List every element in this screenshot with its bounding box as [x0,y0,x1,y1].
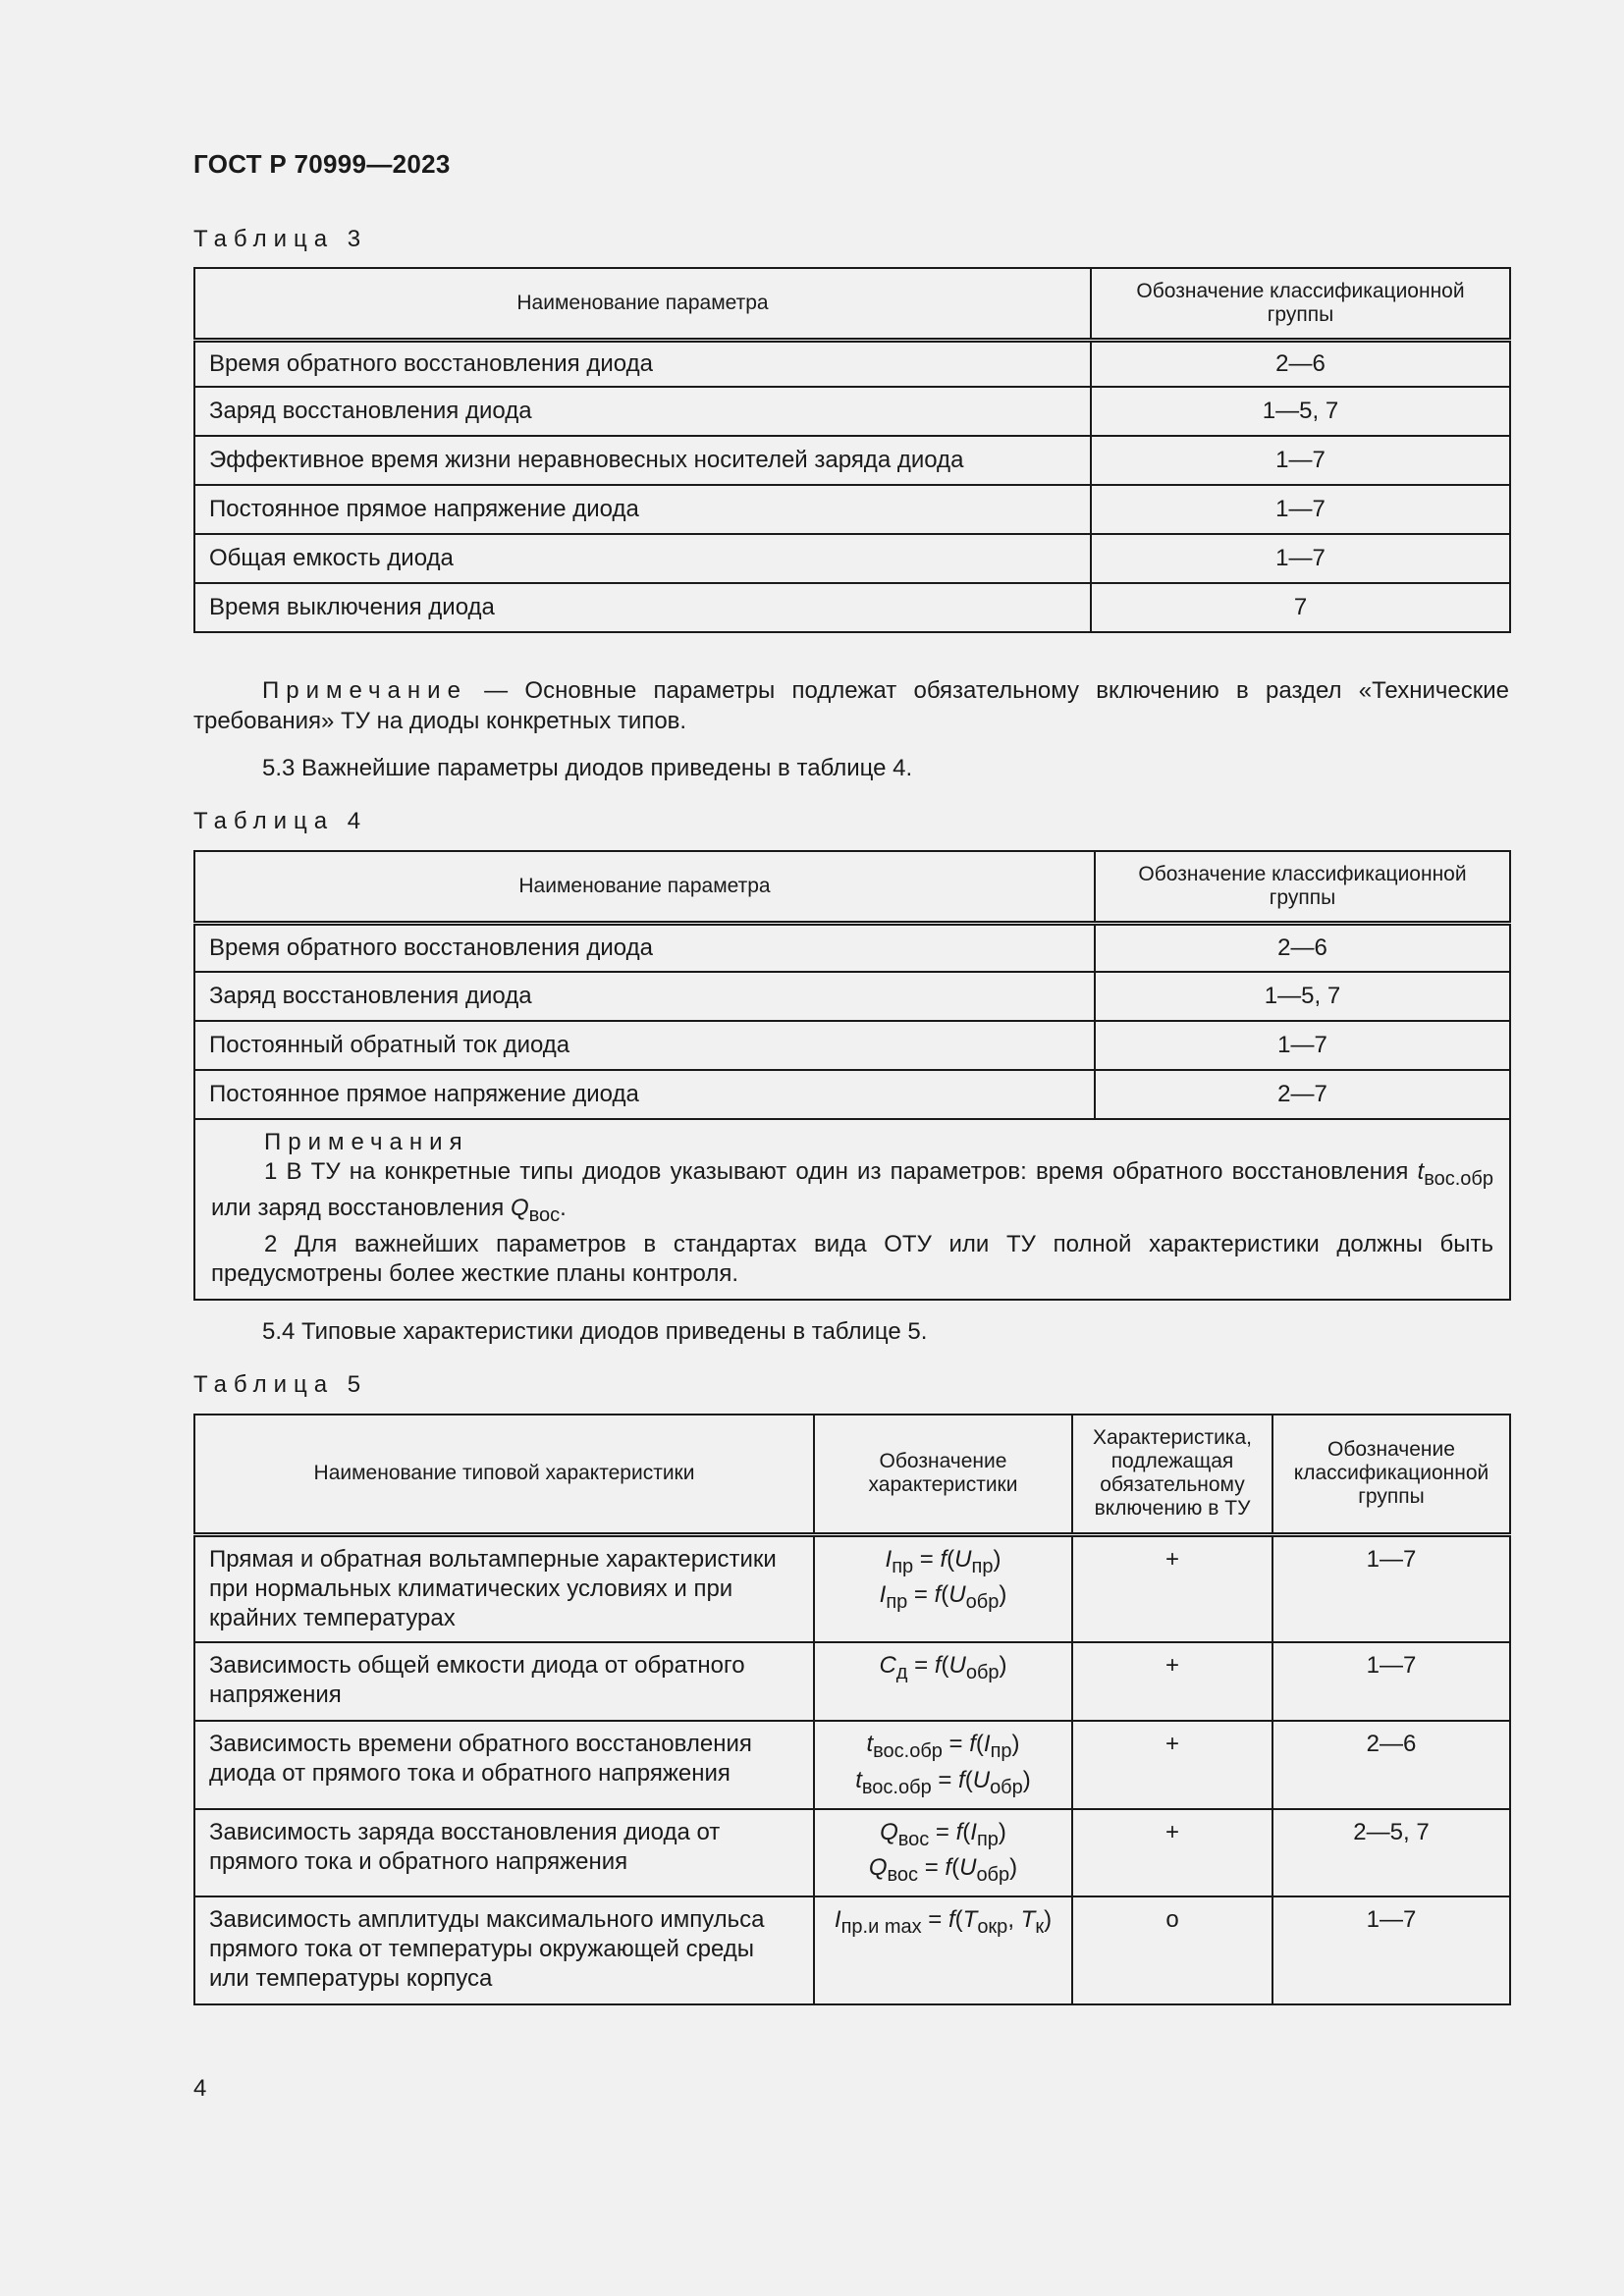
cell-group: 1—7 [1095,1021,1510,1070]
table-3-note [193,675,1509,736]
table-row [194,1896,1510,2004]
table-4-notes-row [194,1119,1510,1300]
cell-name: Постоянный обратный ток диода [194,1021,1095,1070]
standard-header: ГОСТ Р 70999—2023 [193,149,451,179]
cell-name: Постоянное прямое напряжение диода [194,485,1091,534]
symbol-t: t [1417,1158,1425,1185]
table-row [194,340,1510,387]
table-5-header-name: Наименование типовой характеристики [194,1415,814,1534]
cell-group: 1—7 [1272,1534,1510,1642]
cell-name: Эффективное время жизни неравновесных носителей заряда диода [194,436,1091,485]
table-row [194,485,1510,534]
cell-mark: + [1072,1809,1272,1897]
table-5-caption: Таблица 5 [193,1371,368,1398]
cell-group: 1—7 [1091,436,1510,485]
table-5-header-group: Обозначение классификационной группы [1272,1415,1510,1534]
cell-formula: $C_д = f(U_{обр})$ [814,1642,1072,1721]
table-4 [193,850,1511,1301]
cell-group: 1—5, 7 [1095,972,1510,1021]
table-row [194,436,1510,485]
table-row [194,923,1510,972]
note-2: 2 Для важнейших параметров в стандартах вида ОТУ или ТУ полной характеристики должны быть предусмотрены более жесткие планы контроля. [211,1230,1493,1287]
cell-group: 2—6 [1272,1721,1510,1809]
table-3-header-group: Обозначение классификационной группы [1091,268,1510,340]
cell-group: 2—7 [1095,1070,1510,1119]
table-row [194,1721,1510,1809]
table-row [194,387,1510,436]
paragraph-5-4: 5.4 Типовые характеристики диодов приведены в таблице 5. [262,1318,928,1345]
table-5 [193,1414,1511,2005]
table-row [194,583,1510,632]
cell-name: Время обратного восстановления диода [194,923,1095,972]
cell-group: 1—7 [1091,485,1510,534]
table-row [194,972,1510,1021]
table-4-caption: Таблица 4 [193,808,368,834]
cell-name: Время выключения диода [194,583,1091,632]
table-row [194,1642,1510,1721]
table-row [194,534,1510,583]
cell-name: Общая емкость диода [194,534,1091,583]
note-title: Примечание [262,677,467,704]
cell-group: 1—7 [1272,1642,1510,1721]
cell-name: Заряд восстановления диода [194,387,1091,436]
subscript: вос [528,1203,561,1226]
cell-name: Зависимость амплитуды максимального импульса прямого тока от температуры окружающей среды или температуры корпуса [194,1896,814,2004]
cell-group: 1—7 [1091,534,1510,583]
cell-formula: $I_{пр.и max} = f(T_{окр}$, $T_к$) [814,1896,1072,2004]
cell-group: 1—5, 7 [1091,387,1510,436]
table-row [194,1534,1510,1642]
note-1 [211,1157,1493,1230]
cell-formula: $Q_{вос} = f(I_{пр})$ $Q_{вос} = f(U_{обр})$ [814,1809,1072,1897]
cell-mark: о [1072,1896,1272,2004]
note-1-text: 1 В ТУ на конкретные типы диодов указывают один из параметров: время обратного восстановления [264,1158,1418,1185]
cell-group: 7 [1091,583,1510,632]
table-3-header-name: Наименование параметра [194,268,1091,340]
table-3 [193,267,1511,633]
table-row [194,1809,1510,1897]
cell-name: Зависимость времени обратного восстановления диода от прямого тока и обратного напряжения [194,1721,814,1809]
cell-group: 2—6 [1095,923,1510,972]
cell-group: 1—7 [1272,1896,1510,2004]
note-1-text: или заряд восстановления [211,1194,511,1221]
note-1-end: . [560,1194,567,1221]
table-3-caption: Таблица 3 [193,226,368,252]
cell-name: Время обратного восстановления диода [194,340,1091,387]
cell-name: Заряд восстановления диода [194,972,1095,1021]
notes-title: Примечания [264,1129,469,1155]
paragraph-5-3: 5.3 Важнейшие параметры диодов приведены в таблице 4. [262,755,913,781]
table-4-header-name: Наименование параметра [194,851,1095,923]
table-row [194,1070,1510,1119]
page-number: 4 [193,2075,207,2102]
subscript: вос.обр [1424,1167,1493,1190]
cell-formula: $I_{пр} = f(U_{пр})$ $I_{пр} = f(U_{обр})$ [814,1534,1072,1642]
cell-name: Зависимость заряда восстановления диода от прямого тока и обратного напряжения [194,1809,814,1897]
cell-name: Прямая и обратная вольтамперные характеристики при нормальных климатических условиях и при крайних температурах [194,1534,814,1642]
cell-name: Зависимость общей емкости диода от обратного напряжения [194,1642,814,1721]
symbol-q: Q [510,1194,529,1221]
table-5-header-symbol: Обозначение характеристики [814,1415,1072,1534]
cell-name: Постоянное прямое напряжение диода [194,1070,1095,1119]
table-5-header-mandatory: Характеристика, подлежащая обязательному включению в ТУ [1072,1415,1272,1534]
note-text: — Основные параметры подлежат обязательному включению в раздел «Технические требования» ТУ на диоды конкретных типов. [193,677,1509,734]
cell-mark: + [1072,1534,1272,1642]
table-row [194,1021,1510,1070]
cell-mark: + [1072,1642,1272,1721]
table-4-header-group: Обозначение классификационной группы [1095,851,1510,923]
cell-formula: $t_{вос.обр} = f(I_{пр})$ $t_{вос.обр} = f(U_{обр})$ [814,1721,1072,1809]
cell-group: 2—5, 7 [1272,1809,1510,1897]
cell-group: 2—6 [1091,340,1510,387]
table-4-notes [194,1119,1510,1300]
cell-mark: + [1072,1721,1272,1809]
